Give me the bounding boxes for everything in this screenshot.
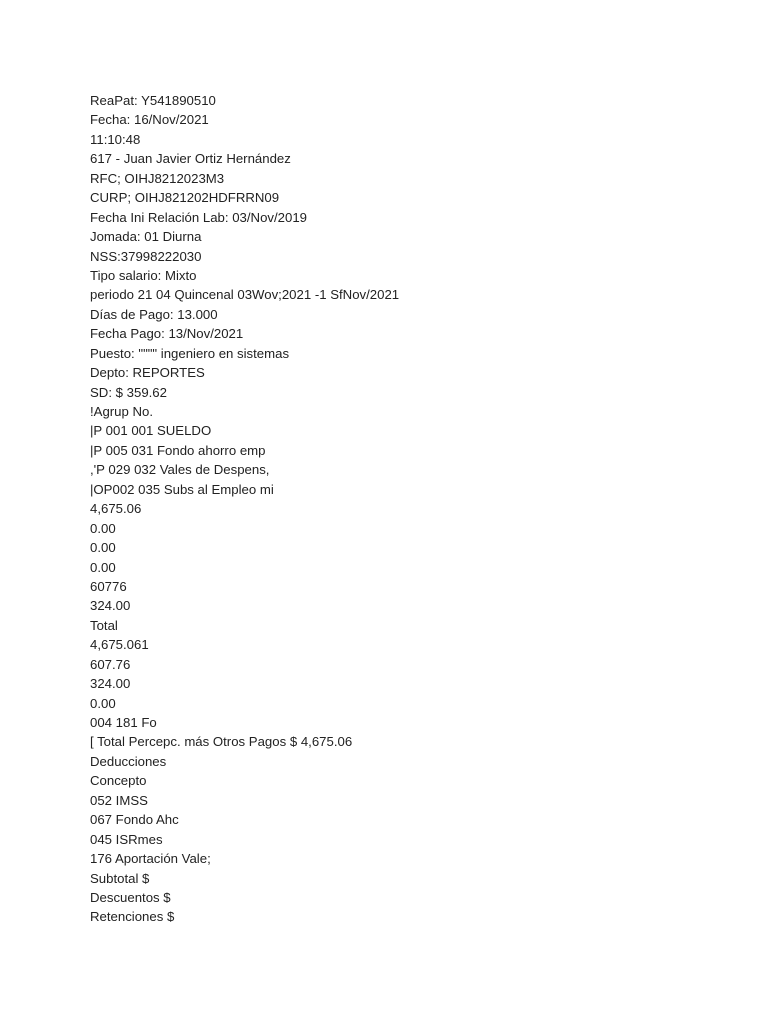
- document-line: 60776: [90, 578, 127, 594]
- document-line: 0.00: [90, 695, 116, 711]
- document-line: Puesto: """" ingeniero en sistemas: [90, 345, 290, 361]
- document-line: Deducciones: [90, 753, 167, 769]
- document-line: Concepto: [90, 773, 147, 789]
- document-line: 324.00: [90, 676, 131, 692]
- document-line: Total: [90, 617, 118, 633]
- document-line: !Agrup No.: [90, 404, 154, 419]
- document-line: Días de Pago: 13.000: [90, 306, 218, 322]
- document-line: ,'P 029 032 Vales de Despens,: [90, 462, 270, 478]
- document-line: 067 Fondo Ahc: [90, 812, 179, 828]
- document-line: Descuentos $: [90, 889, 171, 905]
- document-line: 4,675.06: [90, 501, 142, 517]
- document-text-block: [90, 91, 399, 927]
- document-line: 052 IMSS: [90, 792, 148, 808]
- document-line: |OP002 035 Subs al Empleo mi: [90, 481, 274, 497]
- document-line: Fecha Ini Relación Lab: 03/Nov/2019: [90, 209, 308, 225]
- document-line: 045 ISRmes: [90, 831, 163, 847]
- document-line: 4,675.061: [90, 637, 149, 653]
- document-line: Jomada: 01 Diurna: [90, 229, 202, 245]
- document-line: 0.00: [90, 520, 116, 536]
- document-line: CURP; OIHJ821202HDFRRN09: [90, 190, 280, 206]
- document-line: Subtotal $: [90, 870, 150, 886]
- document-line: 607.76: [90, 656, 131, 672]
- document-line: 11:10:48: [90, 131, 141, 147]
- document-line: RFC; OIHJ8212023M3: [90, 170, 225, 186]
- document-line: NSS:37998222030: [90, 248, 202, 264]
- document-line: Fecha Pago: 13/Nov/2021: [90, 326, 244, 342]
- document-line: Fecha: 16/Nov/2021: [90, 112, 209, 128]
- document-line: SD: $ 359.62: [90, 384, 167, 400]
- document-line: |P 001 001 SUELDO: [90, 423, 212, 439]
- document-line: Depto: REPORTES: [90, 365, 205, 381]
- document-line: 0.00: [90, 559, 116, 575]
- document-line: |P 005 031 Fondo ahorro emp: [90, 442, 266, 458]
- document-line: 0.00: [90, 540, 116, 556]
- document-line: 617 - Juan Javier Ortiz Hernández: [90, 151, 291, 167]
- document-line: 324.00: [90, 598, 131, 614]
- document-line: 176 Aportación Vale;: [90, 851, 211, 867]
- document-line: ReaPat: Y541890510: [90, 93, 216, 108]
- document-line: [ Total Percepc. más Otros Pagos $ 4,675.06: [90, 734, 353, 750]
- document-line: 004 181 Fo: [90, 715, 157, 730]
- document-line: periodo 21 04 Quincenal 03Wov;2021 -1 SfNov/2021: [90, 287, 400, 303]
- document-line: Retenciones $: [90, 909, 175, 925]
- document-line: Tipo salario: Mixto: [90, 267, 197, 283]
